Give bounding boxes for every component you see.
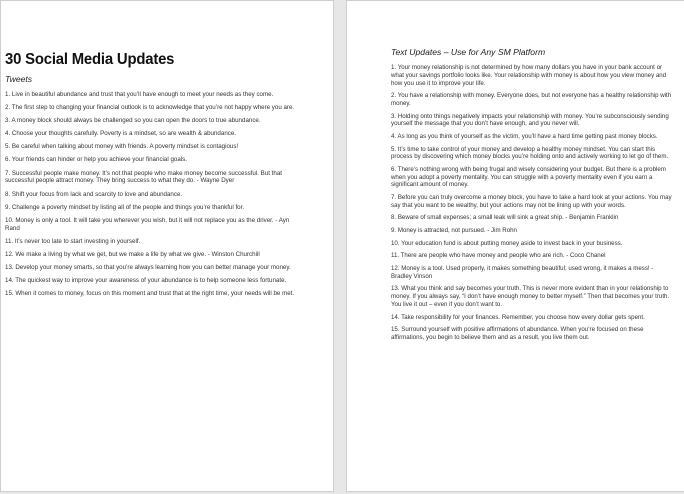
page-content	[391, 47, 675, 347]
list-item: 8. Shift your focus from lack and scarcity to love and abundance.	[5, 190, 183, 198]
list-item: 1. Live in beautiful abundance and trust that you’ll have enough to meet your needs as they come.	[5, 91, 274, 98]
tweets-list	[5, 91, 297, 298]
text-updates-list	[391, 64, 675, 342]
list-item: 5. It’s time to take control of your money and develop a healthy money mindset. You can start this process by discovering which money blocks you’re holding onto and actively working to let go of them.	[391, 145, 669, 161]
list-item: 13. What you think and say becomes your truth. This is never more evident than in your relationship to money. If you always say, “I don’t have enough money to better myself.” Then that becomes your truth. You live it out – even if you don’t want to.	[391, 285, 670, 308]
list-item: 8. Beware of small expenses; a small leak will sink a great ship. - Benjamin Franklin	[391, 214, 619, 222]
page-content	[5, 51, 297, 303]
list-item: 3. Holding onto things negatively impacts your relationship with money. You’re subconsciously sending yourself the message that you don’t have enough, and you never will.	[391, 112, 669, 128]
list-item: 3. A money block should always be challenged so you can open the doors to true abundance.	[5, 117, 261, 125]
list-item: 7. Successful people make money. It’s not that people who make money become successful. But that successful people attract money. They bring success to what they do. - Wayne Dyer	[5, 169, 282, 185]
list-item: 15. When it comes to money, focus on this moment and trust that at the right time, your needs will be met.	[5, 290, 295, 298]
list-item: 10. Your education fund is about putting money aside to invest back in your business.	[391, 239, 623, 247]
list-item: 4. Choose your thoughts carefully. Poverty is a mindset, so are wealth & abundance.	[5, 130, 237, 138]
document-title: 30 Social Media Updates	[5, 51, 175, 68]
list-item: 10. Money is only a tool. It will take you wherever you wish, but it will not replace you as the driver. - Ayn Rand	[5, 216, 290, 232]
document-page-right	[346, 0, 684, 492]
list-item: 6. There’s nothing wrong with being frugal and wisely considering your budget. But there is a problem when you adopt a poverty mentality. You can struggle with a poverty mentality even if you earn a significant amount of money.	[391, 165, 666, 189]
list-item: 14. The quickest way to improve your awareness of your abundance is to help someone less fortunate.	[5, 277, 287, 285]
list-item: 6. Your friends can hinder or help you achieve your financial goals.	[5, 156, 187, 164]
list-item: 9. Money is attracted, not pursued. - Jim Rohn	[391, 227, 517, 235]
list-item: 1. Your money relationship is not determined by how many dollars you have in your bank account or what your savings portfolio looks like. Your relationship with money is about how you view money and how you use it to improve your life.	[391, 64, 667, 87]
list-item: 12. Money is a tool. Used properly, it makes something beautiful; used wrong, it makes a mess! - Bradley Vinson	[391, 265, 654, 280]
list-item: 15. Surround yourself with positive affirmations of abundance. When you’re focused on these affirmations, you begin to believe them and as a result, you live them out.	[391, 326, 644, 341]
list-item: 13. Develop your money smarts, so that you’re always learning how you can better manage your money.	[5, 263, 291, 271]
list-item: 11. It’s never too late to start investing in yourself.	[5, 237, 141, 245]
document-page-left	[0, 0, 334, 492]
list-item: 11. There are people who have money and people who are rich. - Coco Chanel	[391, 252, 606, 260]
list-item: 14. Take responsibility for your finances. Remember, you choose how every dollar gets spent.	[391, 313, 645, 321]
list-item: 5. Be careful when talking about money with friends. A poverty mindset is contagious!	[5, 143, 239, 151]
section-heading-text-updates: Text Updates – Use for Any SM Platform	[391, 47, 546, 57]
list-item: 12. We make a living by what we get, but we make a life by what we give. - Winston Churchill	[5, 250, 260, 258]
list-item: 2. The first step to changing your financial outlook is to acknowledge that you’re not happy where you are.	[5, 104, 295, 112]
list-item: 9. Challenge a poverty mindset by listing all of the people and things you’re thankful for.	[5, 203, 245, 211]
list-item: 7. Before you can truly overcome a money block, you have to take a hard look at your actions. You may say that you want to be wealthy, but your actions may not be lining up with your words.	[391, 194, 672, 209]
list-item: 2. You have a relationship with money. Everyone does, but not everyone has a healthy relationship with money.	[391, 92, 672, 107]
section-heading-tweets: Tweets	[5, 74, 33, 84]
list-item: 4. As long as you think of yourself as the victim, you’ll have a hard time getting past money blocks.	[391, 132, 658, 140]
